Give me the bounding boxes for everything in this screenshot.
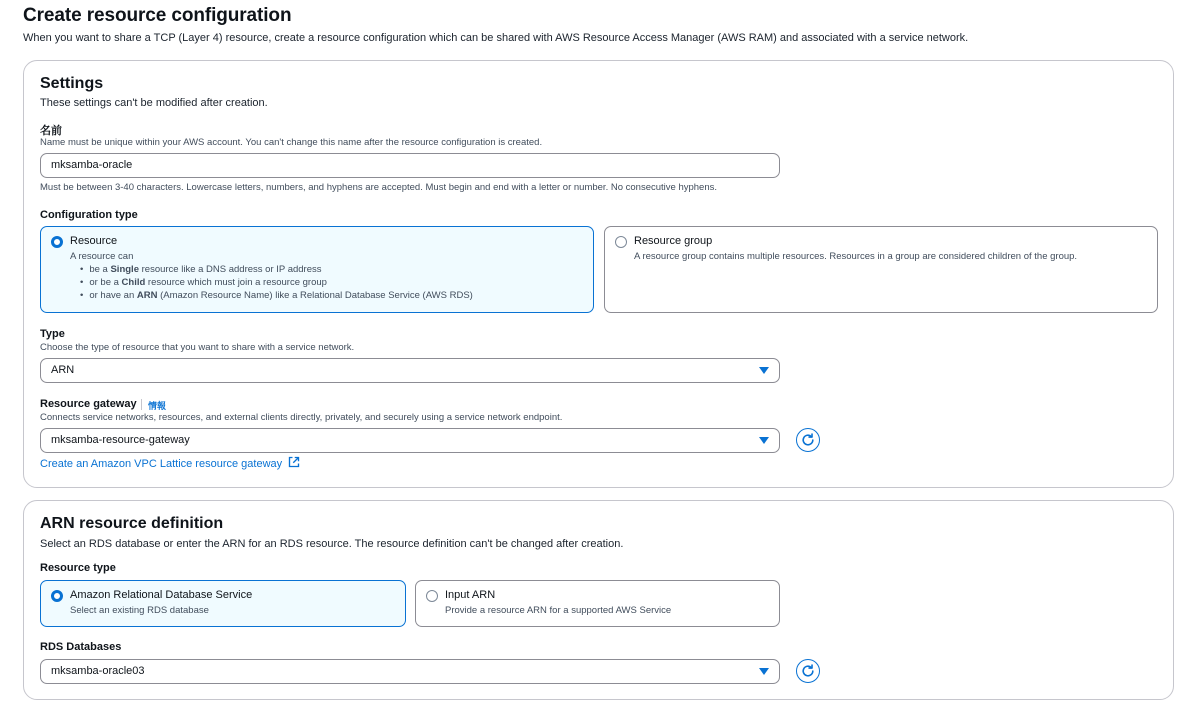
resource-gateway-select-value: mksamba-resource-gateway [51,434,190,446]
name-label: 名前 [40,125,62,137]
caret-down-icon [759,367,769,374]
resource-type-rds-tile[interactable] [40,580,406,627]
arn-resource-definition-panel [23,500,1174,700]
resource-radio[interactable] [51,236,63,248]
rds-databases-select[interactable] [40,659,780,684]
rds-tile-title: Amazon Relational Database Service [70,589,253,601]
resource-group-tile-description: A resource group contains multiple resources. Resources in a group are considered children of the group. [634,251,1078,262]
type-select-value: ARN [51,364,75,376]
resource-tile-description [70,250,473,302]
resource-gateway-hint: Connects service networks, resources, and external clients directly, privately, and securely using a service network endpoint. [40,412,563,423]
page-description: When you want to share a TCP (Layer 4) resource, create a resource configuration which can be shared with AWS Resource Access Manager (AWS RAM) and associated with a service network. [23,32,969,44]
resource-gateway-refresh-button[interactable] [796,428,820,452]
page-title: Create resource configuration [23,5,292,26]
resource-group-tile-title: Resource group [634,235,713,247]
resource-type-label: Resource type [40,562,116,574]
resource-bullet-arn: • or have an ARN (Amazon Resource Name) like a Relational Database Service (AWS RDS) [80,289,473,302]
external-link-icon [288,456,300,468]
rds-databases-select-value: mksamba-oracle03 [51,665,145,677]
caret-down-icon [759,437,769,444]
resource-bullet-child: • or be a Child resource which must join a resource group [80,276,473,289]
create-resource-gateway-link[interactable]: Create an Amazon VPC Lattice resource gateway [40,456,300,470]
input-arn-tile-title: Input ARN [445,589,496,601]
settings-panel [23,60,1174,488]
refresh-icon [801,433,815,447]
resource-bullet-single: • be a Single resource like a DNS address or IP address [80,263,473,276]
name-hint: Name must be unique within your AWS account. You can't change this name after the resource configuration is created. [40,137,543,148]
resource-gateway-label: Resource gateway [40,398,137,410]
label-separator [141,399,142,410]
resource-gateway-info-link[interactable]: 情報 [148,401,167,411]
config-type-label: Configuration type [40,209,138,221]
resource-tile-title: Resource [70,235,118,247]
input-arn-radio[interactable] [426,590,438,602]
input-arn-tile-description: Provide a resource ARN for a supported AWS Service [445,605,672,616]
rds-radio[interactable] [51,590,63,602]
type-hint: Choose the type of resource that you want to share with a service network. [40,342,355,353]
config-type-resource-tile[interactable] [40,226,594,313]
name-constraint: Must be between 3-40 characters. Lowercase letters, numbers, and hyphens are accepted. Must begin and end with a letter or number. No consecutive hyphens. [40,182,717,193]
name-input[interactable]: mksamba-oracle [40,153,780,178]
arn-definition-title: ARN resource definition [40,515,224,532]
type-select[interactable] [40,358,780,383]
resource-intro: A resource can [70,251,134,262]
rds-tile-description: Select an existing RDS database [70,605,209,616]
resource-type-input-arn-tile[interactable] [415,580,780,627]
caret-down-icon [759,668,769,675]
refresh-icon [801,664,815,678]
resource-gateway-select[interactable] [40,428,780,453]
arn-definition-description: Select an RDS database or enter the ARN for an RDS resource. The resource definition can't be changed after creation. [40,538,624,550]
config-type-resource-group-tile[interactable] [604,226,1158,313]
settings-title: Settings [40,75,104,92]
settings-description: These settings can't be modified after creation. [40,97,268,109]
rds-databases-refresh-button[interactable] [796,659,820,683]
resource-bullet-list [80,263,473,302]
type-label: Type [40,328,65,340]
resource-group-radio[interactable] [615,236,627,248]
rds-databases-label: RDS Databases [40,641,122,653]
